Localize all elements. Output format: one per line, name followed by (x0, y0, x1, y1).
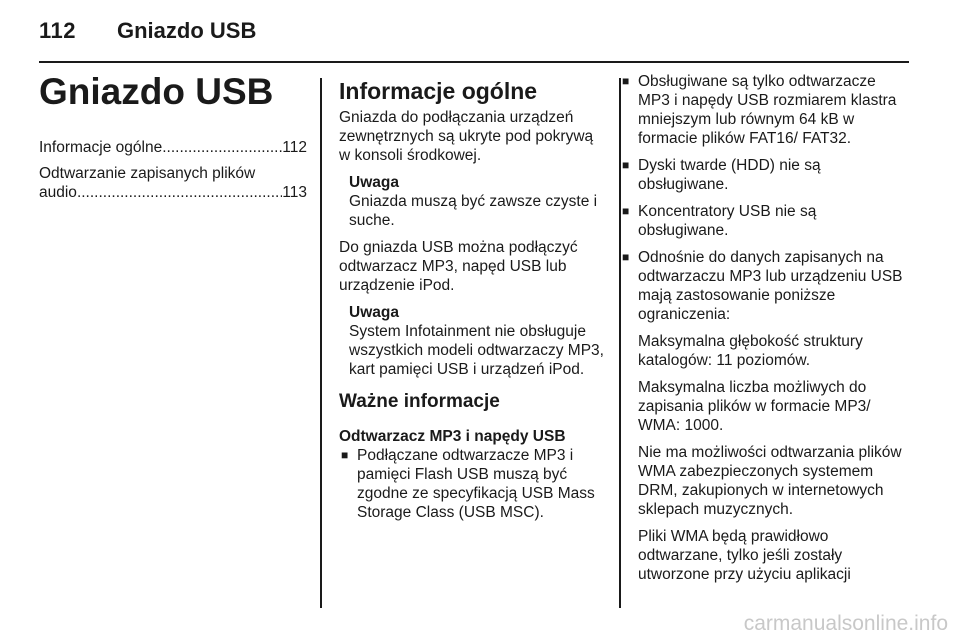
subsection-title: Ważne informacje (339, 391, 500, 412)
toc-dot-leader (77, 183, 282, 202)
page-number: 112 (39, 18, 76, 43)
list-item-text: Odnośnie do danych zapisanych na odtwarzaczu MP3 lub urządzeniu USB mają zastosowanie poniższe ograniczenia: (638, 249, 903, 323)
intro-paragraph: Gniazda do podłączania urządzeń zewnętrznych są ukryte pod pokrywą w konsoli środkowej. (339, 109, 594, 164)
header-title: Gniazdo USB (117, 18, 257, 43)
bullet-icon: ■ (622, 204, 630, 218)
bullet-list (620, 72, 910, 324)
chapter-title: Gniazdo USB (39, 71, 274, 112)
sub-paragraph: Maksymalna głębokość struktury katalogów: 11 poziomów. (638, 333, 863, 369)
toc-entry[interactable] (39, 138, 307, 157)
note-text: System Infotainment nie obsługuje wszystkich modeli odtwarzaczy MP3, kart pamięci USB i urządzeń iPod. (349, 323, 604, 378)
toc-entry-label: Informacje ogólne (39, 139, 163, 156)
column-middle (339, 72, 607, 530)
note-box (349, 303, 607, 379)
list-item-text: Dyski twarde (HDD) nie są obsługiwane. (638, 157, 821, 193)
list-item (620, 156, 910, 194)
list-item (620, 72, 910, 148)
toc-entry[interactable] (39, 164, 307, 202)
list-item (620, 248, 910, 324)
sub-paragraph: Maksymalna liczba możliwych do zapisania plików w formacie MP3/ WMA: 1000. (638, 379, 871, 434)
bullet-icon: ■ (622, 74, 630, 88)
bold-heading: Odtwarzacz MP3 i napędy USB (339, 428, 566, 445)
list-item-text: Podłączane odtwarzacze MP3 i pamięci Flash USB muszą być zgodne ze specyfikacją USB Mass Storage Class (USB MSC). (357, 447, 595, 521)
sub-paragraph: Nie ma możliwości odtwarzania plików WMA zabezpieczonych systemem DRM, zakupionych w internetowych sklepach muzycznych. (638, 444, 902, 518)
bullet-list (339, 446, 607, 522)
list-item-text: Koncentratory USB nie są obsługiwane. (638, 203, 817, 239)
bullet-icon: ■ (341, 448, 349, 462)
watermark: carmanualsonline.info (743, 612, 948, 635)
section-title: Informacje ogólne (339, 78, 538, 104)
note-label: Uwaga (349, 174, 399, 191)
sub-paragraph: Pliki WMA będą prawidłowo odtwarzane, tylko jeśli zostały utworzone przy użyciu aplikacji (638, 528, 851, 583)
bullet-icon: ■ (622, 250, 630, 264)
list-item (620, 202, 910, 240)
header-rule (39, 61, 909, 63)
toc-entry-page: 113 (282, 184, 307, 201)
list-item-text: Obsługiwane są tylko odtwarzacze MP3 i napędy USB rozmiarem klastra mniejszym lub równym 64 kB w formacie plików FAT16/ FAT32. (638, 73, 897, 147)
toc-entry-page: 112 (282, 139, 307, 156)
note-label: Uwaga (349, 304, 399, 321)
list-item (339, 446, 607, 522)
toc-dot-leader (162, 138, 282, 157)
column-left (39, 72, 307, 209)
note-text: Gniazda muszą być zawsze czyste i suche. (349, 193, 598, 229)
column-divider-1 (320, 78, 322, 608)
bullet-icon: ■ (622, 158, 630, 172)
page-header (39, 18, 909, 48)
column-right (620, 72, 910, 592)
toc-entry-label: audio (39, 184, 77, 201)
note-box (349, 173, 607, 230)
paragraph: Do gniazda USB można podłączyć odtwarzacz MP3, napęd USB lub urządzenie iPod. (339, 239, 578, 294)
toc-entry-label-line1: Odtwarzanie zapisanych plików (39, 165, 256, 182)
